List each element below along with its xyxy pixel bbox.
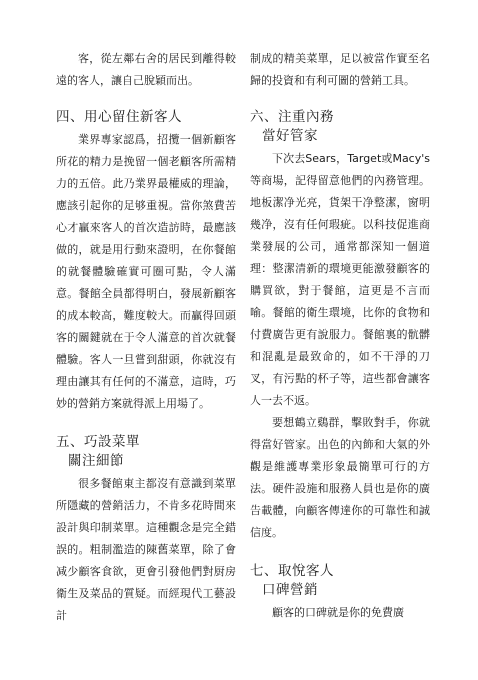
- right-continuation-paragraph: 制成的精美菜單，足以被當作實至名歸的投資和有利可圖的營銷工具。: [250, 52, 430, 87]
- section-6-heading: [250, 108, 430, 146]
- section-7-title-line2: 口碑營銷: [262, 582, 318, 598]
- section-5-paragraph: 很多餐館東主都沒有意識到菜單所隱藏的營銷活力，不肯多花時間來設計與印制菜單。這種觀念是完全錯誤的。粗制濫造的陳舊菜單，除了會减少顧客食欲，更會引發他們對厨房衛生及菜品的質疑。而經現代工藝設計: [56, 477, 236, 622]
- section-4-paragraph: 業界專家認爲，招攬一個新顧客所花的精力是挽留一個老顧客所需精力的五倍。此乃業界最權威的理論，應該引起你的足够重視。當你煞費苦心才贏來客人的首次造訪時，最應該做的，就是用行動來證明，在你餐館的就餐體驗確實可圈可點，令人滿意。餐館全員都得明白，發展新顧客的成本較高，難度較大。而贏得回頭客的關鍵就在于令人滿意的首次就餐體驗。客人一旦嘗到甜頭，你就沒有理由讓其有任何的不滿意，這時，巧妙的營銷方案就得派上用場了。: [56, 133, 236, 410]
- section-6-paragraph-2: 要想鶴立鷄群，擊敗對手，你就得當好管家。出色的內飾和大氣的外觀是維護專業形象最簡單可行的方法。硬件設施和服務人員也是你的廣告載體，向顧客傳達你的可靠性和誠信度。: [250, 416, 430, 539]
- left-continuation-paragraph: 客，從左鄰右舍的居民到離得較遠的客人，讓自己脫穎而出。: [56, 52, 236, 87]
- section-5-title-line2: 關注細節: [68, 453, 124, 469]
- section-5-title-line1: 五、巧設菜單: [56, 434, 140, 450]
- section-7-heading: [250, 562, 430, 600]
- section-6-title-line1: 六、注重內務: [250, 109, 334, 125]
- section-7-title-line1: 七、取悅客人: [250, 563, 334, 579]
- right-column: [250, 48, 430, 624]
- section-4-title: 四、用心留住新客人: [56, 109, 182, 125]
- left-column: [56, 48, 236, 627]
- section-4-heading: [56, 108, 236, 127]
- section-6-paragraph-1: 下次去Sears，Target或Macy's等商場，記得留意他們的內務管理。地板潔净光亮，貨架干净整潔，窗明幾净，沒有任何瑕疵。以科技促進商業發展的公司，通常都深知一個道理：整潔清新的環境更能激發顧客的購買欲，對于餐館，這更是不言而喻。餐館的衛生環境，比你的食物和付費廣告更有說服力。餐館裏的骯髒和混亂是最致命的，如不干淨的刀叉，有污點的杯子等，這些都會讓客人一去不返。: [250, 152, 430, 407]
- section-5-heading: [56, 433, 236, 471]
- section-7-paragraph: 顧客的口碑就是你的免費廣: [272, 606, 404, 619]
- section-6-title-line2: 當好管家: [262, 128, 318, 144]
